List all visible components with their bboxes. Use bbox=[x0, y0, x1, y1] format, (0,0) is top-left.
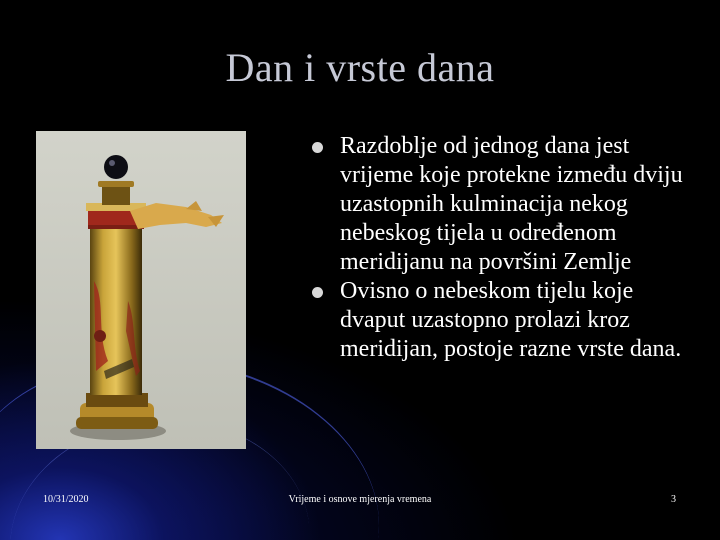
bullet-item bbox=[312, 277, 692, 364]
slide-title: Dan i vrste dana bbox=[225, 45, 495, 90]
bullet-item bbox=[312, 132, 692, 277]
bullet-text: Razdoblje od jednog dana jest vrijeme koje protekne između dviju uzastopnih kulminacija nekog nebeskog tijela u određenom meridijanu na površini Zemlje bbox=[340, 133, 683, 275]
footer-title: Vrijeme i osnove mjerenja vremena bbox=[288, 494, 432, 505]
bullet-dot-icon bbox=[312, 287, 323, 298]
bullet-list bbox=[312, 132, 692, 364]
bullet-dot-icon bbox=[312, 142, 323, 153]
footer-date: 10/31/2020 bbox=[43, 494, 89, 505]
bullet-text: Ovisno o nebeskom tijelu koje dvaput uzastopno prolazi kroz meridijan, postoje razne vrste dana. bbox=[340, 278, 682, 362]
cylinder-sundial-image bbox=[36, 131, 246, 449]
slide-number: 3 bbox=[671, 494, 676, 505]
